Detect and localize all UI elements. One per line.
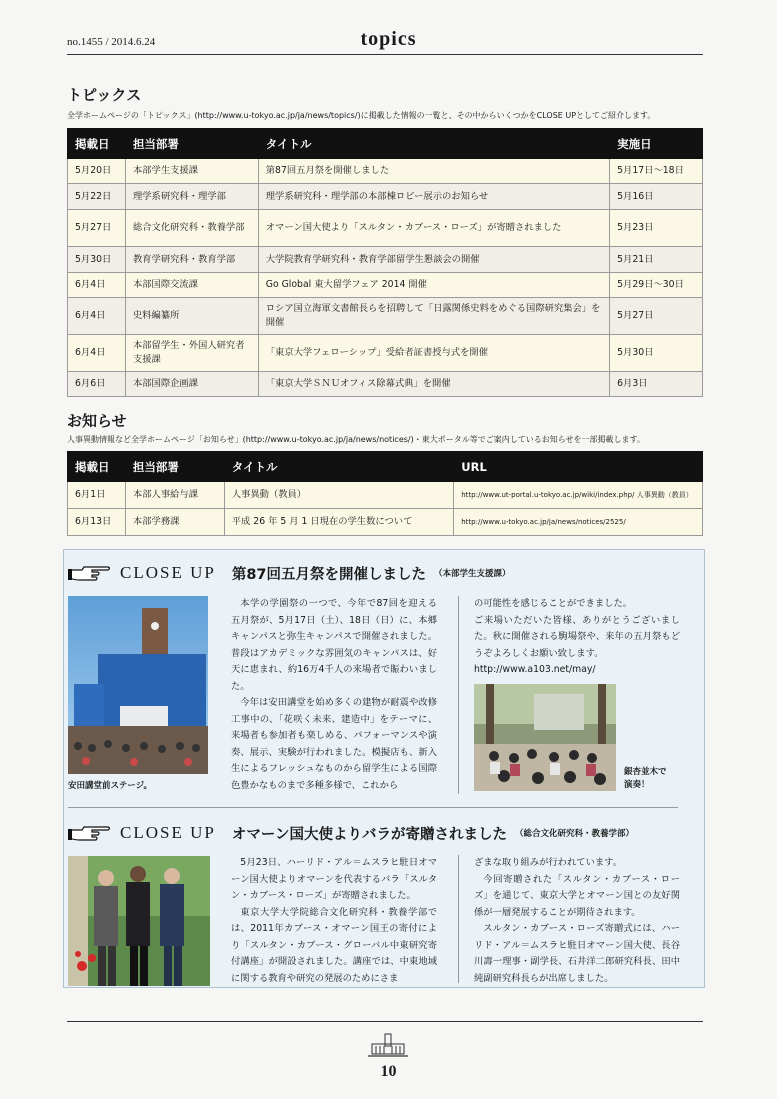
closeup1-dept: （本部学生支援課）: [434, 569, 511, 579]
cell-event-date: 5月23日: [610, 210, 703, 247]
cell-dept: 本部学生支援課: [125, 159, 258, 184]
table-row: [68, 210, 703, 247]
photo1-caption: 安田講堂前ステージ。: [68, 781, 152, 791]
table-row: [68, 298, 703, 335]
cell-date: 6月6日: [68, 372, 126, 397]
closeup2-header: [68, 822, 634, 844]
notices-heading: お知らせ: [67, 412, 127, 430]
column-header: 掲載日: [68, 129, 126, 159]
cell-dept: 本部学務課: [125, 509, 224, 536]
photo2-caption: [624, 766, 667, 792]
cell-date: 6月4日: [68, 273, 126, 298]
notices-table: [67, 451, 703, 536]
cell-dept: 本部人事給与課: [125, 482, 224, 509]
column-header: タイトル: [258, 129, 609, 159]
cell-dept: 本部国際企画課: [125, 372, 258, 397]
cell-dept: 本部国際交流課: [125, 273, 258, 298]
notices-description: 人事異動情報など全学ホームページ「お知らせ」(http://www.u-tokyo.ac.jp/ja/news/notices/)・東大ポータル等でご案内しているお知らせを一部掲載します。: [67, 435, 645, 444]
section-title: topics: [360, 28, 417, 50]
table-row: [68, 482, 703, 509]
cell-dept: 理学系研究科・理学部: [125, 184, 258, 210]
column-header: タイトル: [224, 452, 454, 482]
cell-event-date: 5月16日: [610, 184, 703, 210]
photo2-caption-line: 銀杏並木で: [624, 767, 667, 777]
column-divider: [458, 855, 459, 983]
closeup2-paragraph: 東京大学大学院総合文化研究科・教養学部では、2011年カブース・オマーン国王の寄付により「スルタン・カブース・グローバル中東研究寄付講座」が開設されました。講座では、中東地域に関する教育や研究の発展のためにさま: [231, 906, 437, 984]
closeup-divider: [68, 807, 678, 808]
table-row: [68, 247, 703, 273]
cell-date: 5月27日: [68, 210, 126, 247]
column-header: 実施日: [610, 129, 703, 159]
cell-dept: 本部留学生・外国人研究者支援課: [125, 335, 258, 372]
table-row: [68, 372, 703, 397]
column-header: 掲載日: [68, 452, 126, 482]
closeup2-paragraph: スルタン・カブース・ローズ寄贈式には、ハーリド・アル＝ムスラヒ駐日オマーン国大使、長谷川壽一理事・副学長、石井洋二郎研究科長、田中純副研究科長らが出席しました。: [474, 923, 680, 984]
cell-title: 「東京大学フェローシップ」受給者証書授与式を開催: [258, 335, 609, 372]
closeup2-column1: [231, 855, 437, 987]
cell-dept: 総合文化研究科・教養学部: [125, 210, 258, 247]
closeup1-header: [68, 562, 511, 584]
cell-title: 理学系研究科・理学部の本部棟ロビー展示のお知らせ: [258, 184, 609, 210]
closeup1-title: 第87回五月祭を開催しました: [231, 566, 427, 583]
footer-divider: [67, 1021, 703, 1022]
cell-event-date: 5月29日～30日: [610, 273, 703, 298]
cell-date: 5月22日: [68, 184, 126, 210]
cell-event-date: 5月27日: [610, 298, 703, 335]
cell-title: 大学院教育学研究科・教育学部留学生懇談会の開催: [258, 247, 609, 273]
cell-date: 5月30日: [68, 247, 126, 273]
column-header: 担当部署: [125, 129, 258, 159]
cell-event-date: 5月30日: [610, 335, 703, 372]
cell-date: 6月13日: [68, 509, 126, 536]
cell-event-date: 5月21日: [610, 247, 703, 273]
cell-title: 平成 26 年 5 月 1 日現在の学生数について: [224, 509, 454, 536]
topics-description: 全学ホームページの「トピックス」(http://www.u-tokyo.ac.jp/ja/news/topics/)に掲載した情報の一覧と、その中からいくつかをCLOSE UPとしてご紹介します。: [67, 111, 656, 120]
cell-url-link[interactable]: http://www.u-tokyo.ac.jp/ja/news/notices/2525/: [454, 509, 703, 536]
ginkgo-performance-photo: [474, 684, 616, 791]
cell-date: 6月1日: [68, 482, 126, 509]
cell-title: ロシア国立海軍文書館長らを招聘して「日露関係史料をめぐる国際研究集会」を開催: [258, 298, 609, 335]
column-divider: [458, 596, 459, 794]
header-divider: [67, 54, 703, 55]
cell-dept: 教育学研究科・教育学部: [125, 247, 258, 273]
table-row: [68, 273, 703, 298]
notices-header-row: [68, 452, 703, 482]
closeup2-column2: [474, 855, 680, 987]
cell-title: 人事異動（教員）: [224, 482, 454, 509]
closeup2-paragraph: ざまな取り組みが行われています。: [474, 857, 623, 868]
cell-event-date: 5月17日～18日: [610, 159, 703, 184]
table-row: [68, 335, 703, 372]
pointing-hand-icon: [68, 822, 112, 844]
column-header: URL: [454, 452, 703, 482]
closeup-label: CLOSE UP: [120, 823, 216, 842]
cell-title: Go Global 東大留学フェア 2014 開催: [258, 273, 609, 298]
topics-header-row: [68, 129, 703, 159]
photo2-caption-line: 演奏！: [624, 780, 650, 790]
column-header: 担当部署: [125, 452, 224, 482]
closeup1-paragraph: ご来場いただいた皆様、ありがとうございました。秋に開催される駒場祭や、来年の五月祭もどうぞよろしくお願い致します。: [474, 614, 680, 659]
yasuda-auditorium-logo-icon: [368, 1032, 408, 1058]
topics-heading: トピックス: [67, 86, 142, 104]
page-number: 10: [380, 1063, 397, 1080]
mayfes-url-link[interactable]: http://www.a103.net/may/: [474, 664, 596, 675]
topics-table: [67, 128, 703, 397]
closeup-label: CLOSE UP: [120, 563, 216, 582]
rose-ceremony-photo: [68, 856, 210, 986]
cell-url-link[interactable]: http://www.ut-portal.u-tokyo.ac.jp/wiki/index.php/ 人事異動（教員）: [454, 482, 703, 509]
closeup2-dept: （総合文化研究科・教養学部）: [515, 829, 635, 839]
cell-title: オマーン国大使より「スルタン・カブース・ローズ」が寄贈されました: [258, 210, 609, 247]
table-row: [68, 184, 703, 210]
cell-title: 第87回五月祭を開催しました: [258, 159, 609, 184]
closeup1-column1: [231, 596, 437, 794]
closeup2-paragraph: 今回寄贈された「スルタン・カブース・ローズ」を通じて、東京大学とオマーン国との友好関係が一層発展することが期待されます。: [474, 873, 680, 918]
cell-title: 「東京大学ＳＮＵオフィス除幕式典」を開催: [258, 372, 609, 397]
cell-event-date: 6月3日: [610, 372, 703, 397]
closeup1-paragraph: の可能性を感じることができました。: [474, 598, 633, 609]
pointing-hand-icon: [68, 562, 112, 584]
issue-number: no.1455 / 2014.6.24: [67, 36, 156, 48]
cell-date: 6月4日: [68, 298, 126, 335]
cell-date: 6月4日: [68, 335, 126, 372]
cell-date: 5月20日: [68, 159, 126, 184]
closeup2-paragraph: 5月23日、ハーリド・アル＝ムスラヒ駐日オマーン国大使よりオマーンを代表するバラ「スルタン・カブース・ローズ」が寄贈されました。: [231, 857, 437, 901]
closeup1-paragraph: 今年は安田講堂を始め多くの建物が耐震や改修工事中の、「花咲く未来、建造中」をテーマに、来場者も参加者も楽しめる、パフォーマンスや演奏、展示、実験が行われました。模擬店も、新入生によるフレッシュなものから留学生による国際色豊かなものまで多種多様で、これから: [231, 697, 437, 791]
table-row: [68, 509, 703, 536]
table-row: [68, 159, 703, 184]
cell-dept: 史料編纂所: [125, 298, 258, 335]
closeup1-column2: [474, 596, 680, 679]
yasuda-stage-photo: [68, 596, 208, 774]
closeup2-title: オマーン国大使よりバラが寄贈されました: [231, 826, 508, 843]
closeup1-paragraph: 本学の学園祭の一つで、今年で87回を迎える五月祭が、5月17日（土）、18日（日）に、本郷キャンパスと弥生キャンパスで開催されました。普段はアカデミックな雰囲気のキャンパスは、好天に恵まれ、約16万4千人の来場者で賑わいました。: [231, 598, 437, 692]
